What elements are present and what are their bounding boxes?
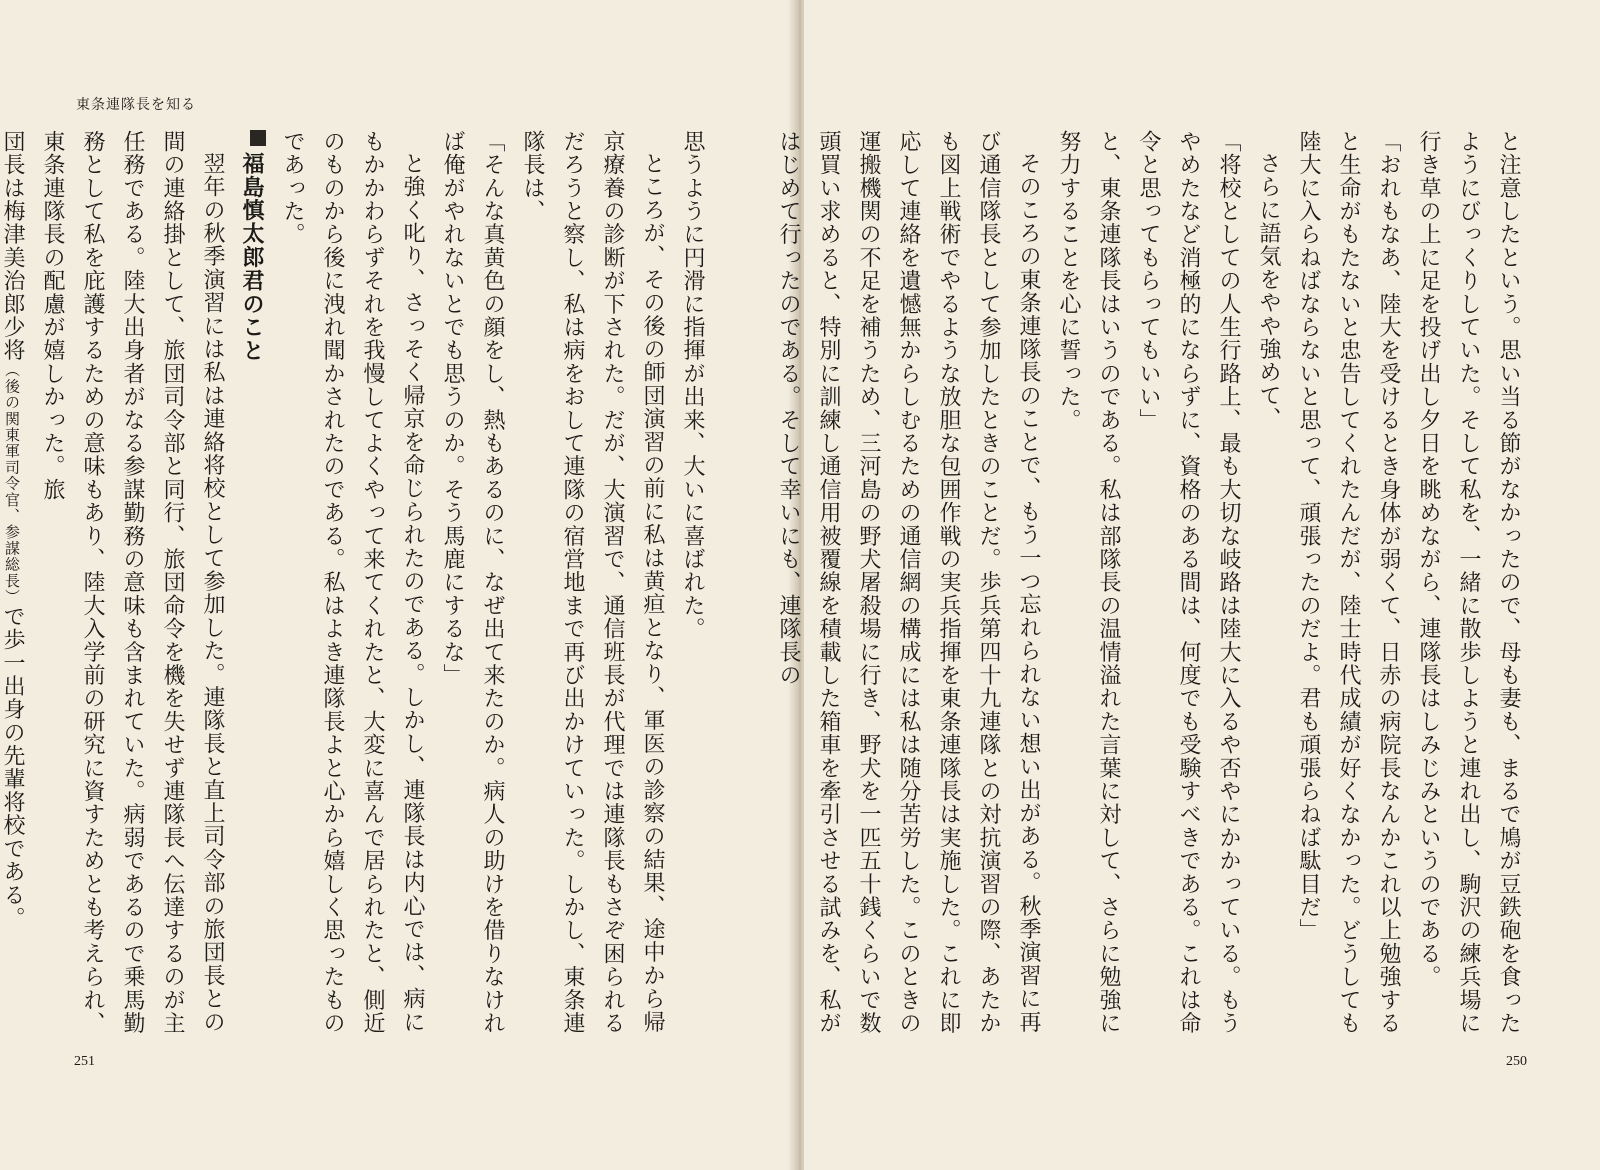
quotation: 「将校としての人生行路上、最も大切な岐路は陸大に入るや否やにかかっている。もうやめたなど消極的にならずに、資格のある間は、何度でも受験すべきである。これは命令と思ってもらってもいい」 [1136,130,1241,1035]
paragraph [0,130,32,1050]
paragraph: ところが、その後の師団演習の前に私は黄疸となり、軍医の診察の結果、途中から帰京療養の診断が下された。だが、大演習で、通信班長が代理では連隊長もさぞ困られるだろうと察し、私は病をおして連隊の宿営地まで再び出かけていった。しかし、東条連隊長は、 [520,130,665,1035]
text-run: で歩一出身の先輩将校である。 [0,605,25,930]
quotation: 「おれもなあ、陸大を受けるとき身体が弱くて、日赤の病院長なんかこれ以上勉強すると生命がもたないと忠告してくれたんだが、陸士時代成績が好くなかった。どうしても陸大に入らねばならないと思って、頑張ったのだよ。君も頑張らねば駄目だ」 [1296,130,1401,1035]
parenthetical-note: （後の関東軍司令官、参謀総長） [3,362,21,605]
text-run: 団長は梅津美治郎少将 [0,130,25,362]
paragraph: そのころの東条連隊長のことで、もう一つ忘れられない想い出がある。秋季演習に再び通信隊長として参加したときのことだ。歩兵第四十九連隊との対抗演習の際、あたかも図上戦術でやるような放胆な包囲作戦の実兵指揮を東条連隊長は実施した。これに即応して連絡を遺憾無からしむるための通信網の構成には私は随分苦労した。このときの運搬機関の不足を補うため、三河島の野犬屠殺場に行き、野犬を一匹五十銭くらいで数頭買い求めると、特別に訓練し通信用被覆線を積載した箱車を牽引させる試みを、私がはじめて行ったのである。そして幸いにも、連隊長の [776,130,1041,1035]
left-page [0,0,796,1170]
paragraph: さらに語気をやや強めて、 [1256,152,1281,431]
paragraph: 翌年の秋季演習には私は連絡将校として参加した。連隊長と直上司令部の旅団長との間の連絡掛として、旅団司令部と同行、旅団命令を機を失せず連隊長へ伝達するのが主任務である。陸大出身者がなる参謀勤務の意味も含まれていた。病弱であるので乗馬勤務として私を庇護するための意味もあり、陸大入学前の研究に資すためとも考えられ、東条連隊長の配慮が嬉しかった。旅 [40,130,225,1035]
paragraph: と、東条連隊長はいうのである。私は部隊長の温情溢れた言葉に対して、さらに勉強に努力することを心に誓った。 [1056,130,1121,1035]
left-page-text [0,130,712,1050]
page-number-right: 250 [1506,1054,1527,1069]
quotation: 「そんな真黄色の顔をし、熱もあるのに、なぜ出て来たのか。病人の助けを借りなければ俺がやれないとでも思うのか。そう馬鹿にするな」 [440,130,505,1035]
right-page-text [776,130,1528,1050]
section-marker-icon [250,130,266,146]
running-head: 東条連隊長を知る [76,97,196,113]
section-heading [232,130,272,1050]
paragraph: 思うように円滑に指揮が出来、大いに喜ばれた。 [680,130,705,641]
paragraph: と注意したという。思い当る節がなかったので、母も妻も、まるで鳩が豆鉄砲を食ったようにびっくりしていた。そして私を、一緒に散歩しようと連れ出し、駒沢の練兵場に行き草の上に足を投げ出し夕日を眺めながら、連隊長はしみじみというのである。 [1416,130,1521,1035]
page-number-left: 251 [74,1054,95,1069]
section-heading-text: 福島慎太郎君のこと [239,152,265,363]
paragraph: と強く叱り、さっそく帰京を命じられたのである。しかし、連隊長は内心では、病にもかかわらずそれを我慢してよくやって来てくれたと、大変に喜んで居られたと、側近のものから後に洩れ聞かされたのである。私はよき連隊長よと心から嬉しく思ったものであった。 [280,130,425,1035]
